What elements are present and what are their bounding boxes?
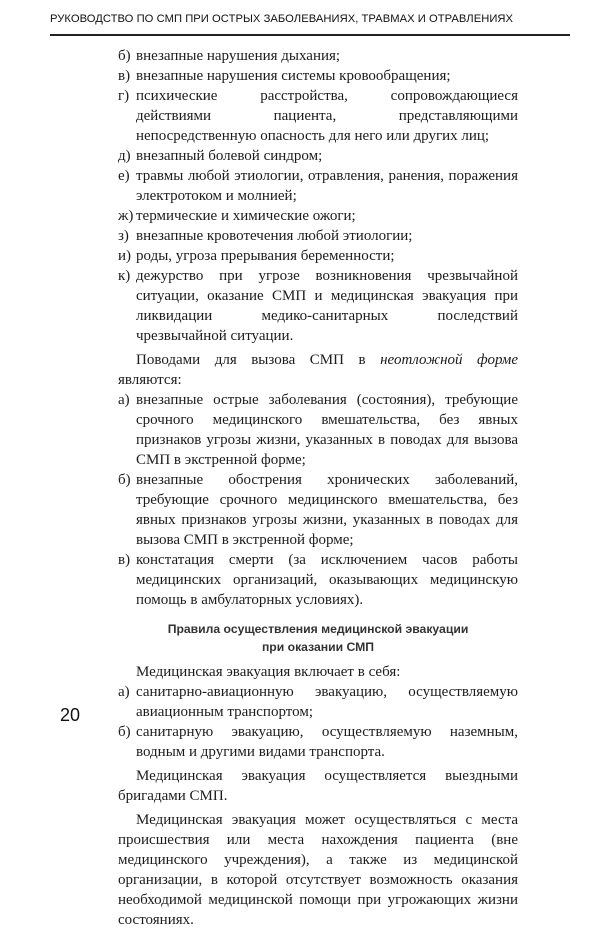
list-marker: к)	[118, 268, 131, 284]
list-item-text: внезапные кровотечения любой этиологии;	[136, 228, 413, 244]
list-marker: б)	[118, 472, 131, 488]
list-item-text: внезапные нарушения дыхания;	[136, 48, 341, 64]
urgent-call-reasons-list	[118, 46, 518, 346]
list-marker: е)	[118, 168, 130, 184]
list-marker: в)	[118, 552, 131, 568]
list-marker: в)	[118, 68, 131, 84]
list-item-text: внезапные острые заболевания (состояния), требующие срочного медицинского вмешательства, без явных признаков угрозы жизни, указанных в поводах для вызова СМП в экстренной форме;	[136, 392, 518, 468]
body-paragraph: Медицинская эвакуация осуществляется выездными бригадами СМП.	[118, 768, 518, 804]
list-item	[118, 86, 518, 146]
page-number: 20	[60, 705, 81, 725]
page-content	[118, 46, 518, 930]
list-item	[118, 206, 518, 226]
list-marker: и)	[118, 248, 132, 264]
section-heading-line: Правила осуществления медицинской эвакуации	[167, 622, 469, 636]
list-marker: а)	[118, 392, 130, 408]
list-marker: б)	[118, 724, 131, 740]
list-marker: д)	[118, 148, 131, 164]
nonurgent-intro-paragraph	[118, 350, 518, 390]
list-item-text: внезапный болевой синдром;	[136, 148, 323, 164]
list-marker: г)	[118, 88, 130, 104]
list-item	[118, 166, 518, 206]
list-item-text: внезапные обострения хронических заболеваний, требующие срочного медицинского вмешательства, без явных признаков угрозы жизни, указанных в поводах для вызова СМП в экстренной форме;	[136, 472, 518, 548]
list-marker: з)	[118, 228, 129, 244]
list-item	[118, 470, 518, 550]
list-marker: б)	[118, 48, 131, 64]
intro-emphasis: неотложной форме	[380, 352, 518, 368]
list-item-text: констатация смерти (за исключением часов работы медицинских организаций, оказывающих медицинскую помощь в амбулаторных условиях).	[136, 552, 518, 608]
intro-text: Поводами для вызова СМП в	[136, 352, 381, 368]
list-item	[118, 66, 518, 86]
list-item-text: санитарно-авиационную эвакуацию, осуществляемую авиационным транспортом;	[136, 684, 518, 720]
body-paragraph: Медицинская эвакуация может осуществляться с места происшествия или места нахождения пациента (вне медицинского учреждения), а также из медицинской организации, в которой отсутствует возможность оказания необходимой медицинской помощи при угрожающих жизни состояниях.	[118, 812, 518, 928]
list-item	[118, 146, 518, 166]
section-heading	[118, 620, 518, 656]
list-item	[118, 226, 518, 246]
evac-intro-paragraph: Медицинская эвакуация включает в себя:	[136, 664, 401, 680]
evacuation-types-list	[118, 682, 518, 762]
section-heading-line: при оказании СМП	[261, 640, 375, 654]
list-item-text: внезапные нарушения системы кровообращения;	[136, 68, 451, 84]
list-item	[118, 266, 518, 346]
list-item	[118, 390, 518, 470]
list-marker: а)	[118, 684, 130, 700]
running-header: РУКОВОДСТВО ПО СМП ПРИ ОСТРЫХ ЗАБОЛЕВАНИЯХ, ТРАВМАХ И ОТРАВЛЕНИЯХ	[50, 13, 514, 25]
list-item	[118, 722, 518, 762]
list-marker: ж)	[118, 208, 134, 224]
list-item	[118, 46, 518, 66]
list-item	[118, 550, 518, 610]
list-item-text: дежурство при угрозе возникновения чрезвычайной ситуации, оказание СМП и медицинская эвакуация при ликвидации медико-санитарных последствий чрезвычайной ситуации.	[136, 268, 518, 344]
list-item	[118, 682, 518, 722]
list-item-text: санитарную эвакуацию, осуществляемую наземным, водным и другими видами транспорта.	[136, 724, 518, 760]
list-item-text: психические расстройства, сопровождающиеся действиями пациента, представляющими непосредственную опасность для него или других лиц;	[136, 88, 518, 144]
header-rule	[50, 34, 570, 36]
list-item-text: травмы любой этиологии, отравления, ранения, поражения электротоком и молнией;	[136, 168, 518, 204]
intro-text-end: являются:	[118, 372, 182, 388]
list-item	[118, 246, 518, 266]
nonurgent-call-reasons-list	[118, 390, 518, 610]
list-item-text: роды, угроза прерывания беременности;	[136, 248, 395, 264]
list-item-text: термические и химические ожоги;	[136, 208, 356, 224]
